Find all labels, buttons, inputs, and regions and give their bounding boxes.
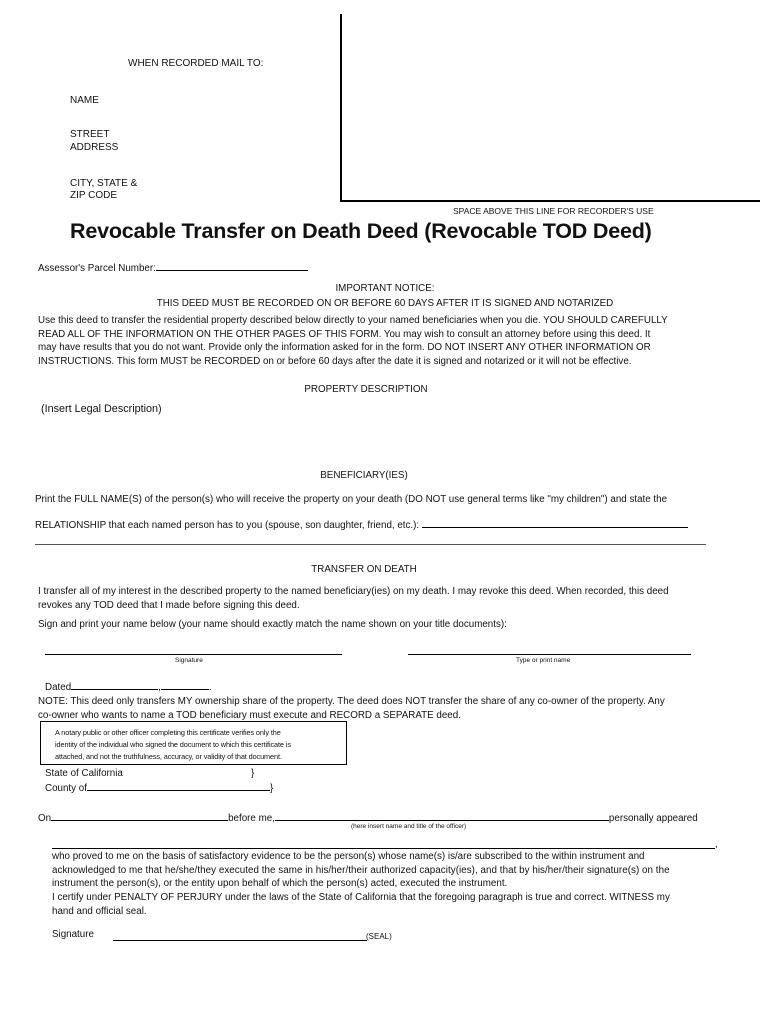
grantor-print-name-label: Type or print name bbox=[516, 657, 571, 664]
county-label: County of bbox=[45, 783, 87, 794]
proved-paragraph bbox=[52, 850, 714, 891]
notice-line: READ ALL OF THE INFORMATION ON THE OTHER PAGES OF THIS FORM. You may wish to consult an attorney before using this deed. It bbox=[38, 328, 651, 340]
county-blank[interactable] bbox=[87, 779, 270, 791]
assessor-parcel-field bbox=[38, 259, 308, 276]
property-heading: PROPERTY DESCRIPTION bbox=[304, 384, 428, 395]
street-label: STREET bbox=[70, 129, 110, 140]
dated-blank-2[interactable] bbox=[161, 678, 209, 690]
assessor-parcel-label: Assessor's Parcel Number: bbox=[38, 263, 156, 274]
transfer-line1: I transfer all of my interest in the described property to the named beneficiary(ies) on my death. I may revoke this deed. When recorded, this deed bbox=[38, 586, 669, 597]
address-label: ADDRESS bbox=[70, 142, 119, 153]
transfer-line2: revokes any TOD deed that I made before signing this deed. bbox=[38, 600, 300, 611]
proved-line: instrument the person(s), or the entity upon behalf of which the person(s) acted, executed the instrument. bbox=[52, 878, 508, 889]
legal-description-placeholder[interactable]: (Insert Legal Description) bbox=[41, 403, 162, 415]
zip-label: ZIP CODE bbox=[70, 190, 118, 201]
county-brace: } bbox=[269, 783, 274, 794]
city-state-label: CITY, STATE & bbox=[70, 178, 138, 189]
notary-disclaimer-box bbox=[40, 721, 347, 765]
mail-to-heading: WHEN RECORDED MAIL TO: bbox=[128, 58, 264, 69]
name-label: NAME bbox=[70, 95, 99, 106]
beneficiaries-extra-line[interactable] bbox=[35, 544, 706, 545]
certify-paragraph bbox=[52, 891, 714, 918]
notary-disclaimer-line: A notary public or other officer completing this certificate verifies only the bbox=[55, 728, 281, 737]
state-label: State of California bbox=[45, 768, 123, 779]
notary-date-blank[interactable] bbox=[51, 809, 228, 821]
notary-signature-line[interactable] bbox=[113, 940, 367, 941]
notice-paragraph bbox=[38, 314, 738, 368]
grantor-print-name-line[interactable] bbox=[408, 654, 691, 655]
appeared-trailing-comma: , bbox=[715, 839, 718, 850]
certify-line: I certify under PENALTY OF PERJURY under the laws of the State of California that the foregoing paragraph is true and correct. WITNESS my bbox=[52, 892, 670, 903]
note-line1: NOTE: This deed only transfers MY ownership share of the property. The deed does NOT transfer the share of any co-owner of the property. Any bbox=[38, 696, 665, 707]
note-line2: co-owner who wants to name a TOD beneficiary must execute and RECORD a SEPARATE deed. bbox=[38, 710, 461, 721]
county-field bbox=[45, 779, 273, 796]
officer-hint: (here insert name and title of the officer) bbox=[351, 823, 467, 830]
transfer-heading: TRANSFER ON DEATH bbox=[311, 564, 417, 575]
notice-heading: IMPORTANT NOTICE: bbox=[335, 283, 435, 294]
personally-appeared-label: personally appeared bbox=[608, 813, 698, 824]
notice-line: Use this deed to transfer the residential property described below directly to your named beneficiaries when you die. YOU SHOULD CAREFULLY bbox=[38, 315, 668, 326]
officer-name-blank[interactable] bbox=[275, 809, 609, 821]
dated-label: Dated bbox=[45, 682, 72, 693]
appeared-names-line[interactable] bbox=[52, 848, 715, 849]
beneficiaries-line1: Print the FULL NAME(S) of the person(s) who will receive the property on your death (DO NOT use general terms like "my children") and state the bbox=[35, 494, 668, 505]
notary-disclaimer-line: identity of the individual who signed the document to which this certificate is bbox=[55, 740, 291, 749]
state-brace: } bbox=[251, 768, 255, 779]
beneficiaries-line2: RELATIONSHIP that each named person has to you (spouse, son daughter, friend, etc.): bbox=[35, 520, 420, 531]
recorder-divider-horizontal bbox=[340, 200, 760, 202]
notice-subheading: THIS DEED MUST BE RECORDED ON OR BEFORE 60 DAYS AFTER IT IS SIGNED AND NOTARIZED bbox=[156, 298, 614, 309]
before-me-label: before me, bbox=[228, 813, 275, 824]
beneficiaries-heading: BENEFICIARY(IES) bbox=[320, 470, 408, 481]
dated-field bbox=[45, 678, 212, 695]
beneficiaries-relationship-field bbox=[35, 516, 688, 533]
recorder-divider-vertical bbox=[340, 14, 342, 202]
recorder-use-label: SPACE ABOVE THIS LINE FOR RECORDER'S USE bbox=[453, 206, 654, 216]
notice-line: may have results that you do not want. Provide only the information asked for in the form. DO NOT INSERT ANY OTHER INFORMATION OR bbox=[38, 342, 651, 353]
on-label: On bbox=[38, 813, 52, 824]
notary-disclaimer-line: attached, and not the truthfulness, accuracy, or validity of that document. bbox=[55, 752, 282, 761]
relationship-blank[interactable] bbox=[422, 516, 688, 528]
page-title: Revocable Transfer on Death Deed (Revocable TOD Deed) bbox=[70, 219, 652, 243]
notice-line: INSTRUCTIONS. This form MUST be RECORDED on or before 60 days after the date it is signed and notarized or it will not be effective. bbox=[38, 355, 632, 367]
dated-period: . bbox=[208, 682, 212, 693]
proved-line: acknowledged to me that he/she/they executed the same in his/her/their authorized capacity(ies), and that by his/her/their signature(s) on the bbox=[52, 864, 670, 876]
grantor-signature-label: Signature bbox=[175, 657, 203, 664]
proved-line: who proved to me on the basis of satisfactory evidence to be the person(s) whose name(s) is/are subscribed to the within instrument and bbox=[52, 851, 645, 862]
assessor-parcel-blank[interactable] bbox=[156, 259, 308, 271]
sign-instruction: Sign and print your name below (your name should exactly match the name shown on your title documents): bbox=[38, 619, 507, 630]
notary-signature-label: Signature bbox=[52, 929, 94, 940]
grantor-signature-line[interactable] bbox=[45, 654, 342, 655]
certify-line: hand and official seal. bbox=[52, 905, 147, 917]
dated-comma: , bbox=[158, 682, 161, 693]
dated-blank-1[interactable] bbox=[71, 678, 158, 690]
seal-label: (SEAL) bbox=[366, 932, 392, 941]
